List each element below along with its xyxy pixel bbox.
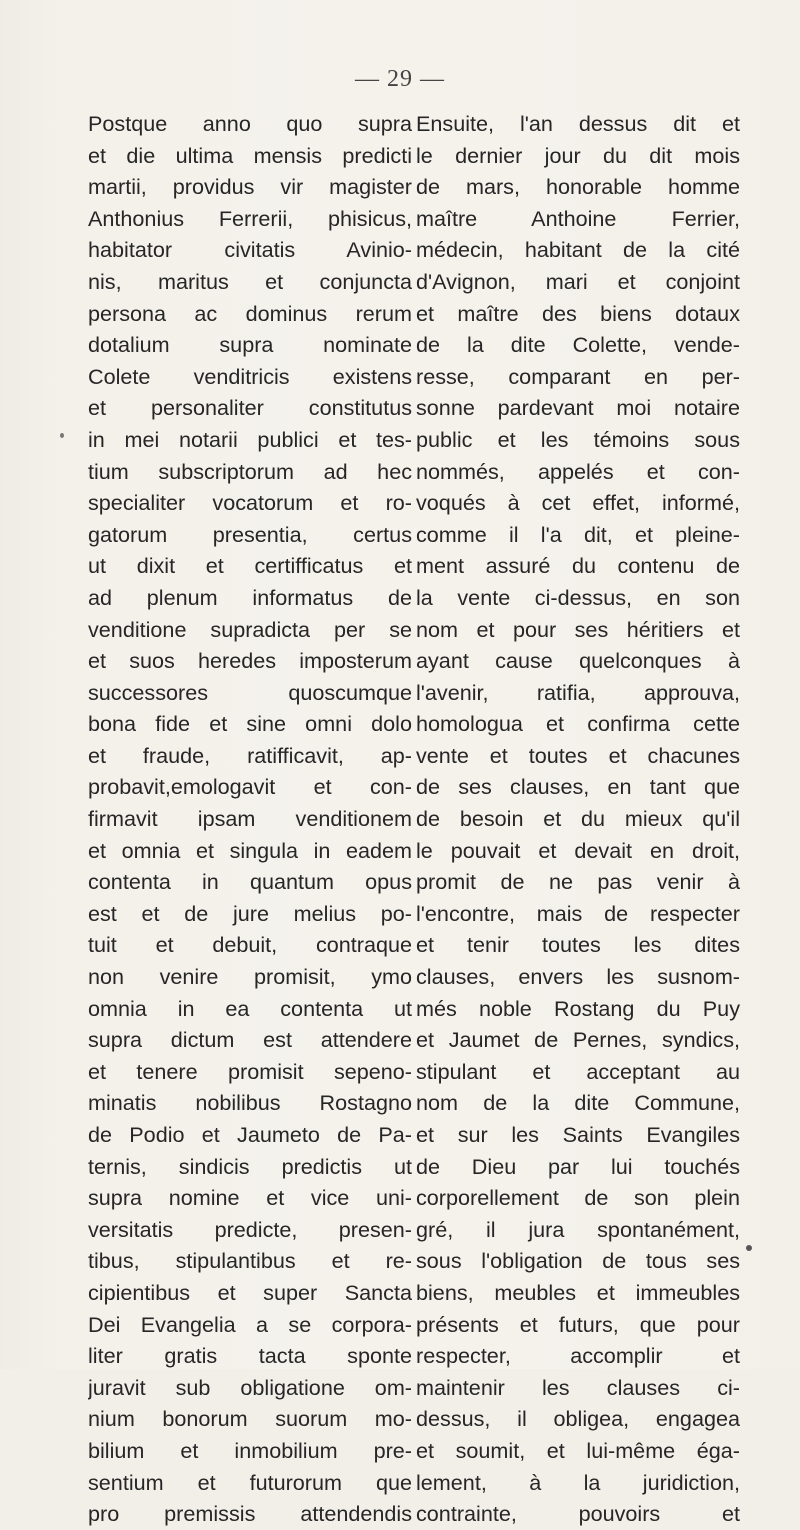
french-text-line: maître Anthoine Ferrier, bbox=[416, 205, 740, 231]
latin-text-line: probavit,emologavit et con- bbox=[88, 774, 412, 800]
latin-text-line: nium bonorum suorum mo- bbox=[88, 1406, 412, 1432]
french-text-line: clauses, envers les susnom- bbox=[416, 964, 740, 990]
french-text-line: l'encontre, mais de respecter bbox=[416, 900, 740, 926]
latin-text-line: gatorum presentia, certus bbox=[88, 521, 412, 547]
latin-text-line: liter gratis tacta sponte bbox=[88, 1343, 412, 1369]
french-text-line: le pouvait et devait en droit, bbox=[416, 837, 740, 863]
french-text-line: et sur les Saints Evangiles bbox=[416, 1122, 740, 1147]
french-column bbox=[416, 108, 740, 1530]
french-text-line: stipulant et acceptant au bbox=[416, 1058, 740, 1084]
french-text-line: de ses clauses, en tant que bbox=[416, 774, 740, 800]
french-text-line: nom et pour ses héritiers et bbox=[416, 616, 740, 642]
french-text-line: contrainte, pouvoirs et bbox=[416, 1501, 740, 1527]
latin-text-line: supra nomine et vice uni- bbox=[88, 1185, 412, 1211]
french-text-line: de la dite Colette, vende- bbox=[416, 332, 740, 358]
french-text-line: sonne pardevant moi notaire bbox=[416, 395, 740, 421]
latin-text-line: omnia in ea contenta ut bbox=[88, 995, 412, 1021]
french-text-line: dessus, il obligea, engagea bbox=[416, 1406, 740, 1432]
french-text-line: présents et futurs, que pour bbox=[416, 1311, 740, 1337]
latin-text-line: ut dixit et certifficatus et bbox=[88, 553, 412, 579]
latin-text-line: in mei notarii publici et tes- bbox=[88, 426, 412, 452]
french-text-line: corporellement de son plein bbox=[416, 1185, 740, 1211]
french-text-line: de mars, honorable homme bbox=[416, 174, 740, 200]
latin-text-line: minatis nobilibus Rostagno bbox=[88, 1090, 412, 1116]
latin-column bbox=[88, 108, 412, 1530]
french-text-line: respecter, accomplir et bbox=[416, 1343, 740, 1369]
latin-text-line: successores quoscumque bbox=[88, 679, 412, 705]
page-number: — 29 — bbox=[355, 66, 445, 92]
latin-text-line: firmavit ipsam venditionem bbox=[88, 806, 412, 832]
latin-text-line: Colete venditricis existens bbox=[88, 363, 412, 389]
latin-text-line: ternis, sindicis predictis ut bbox=[88, 1153, 412, 1179]
latin-text-line: et omnia et singula in eadem bbox=[88, 837, 412, 863]
french-text-line: nommés, appelés et con- bbox=[416, 458, 740, 484]
french-text-line: lement, à la juridiction, bbox=[416, 1469, 740, 1495]
latin-text-line: et suos heredes imposterum bbox=[88, 648, 412, 674]
french-text-line: vente et toutes et chacunes bbox=[416, 742, 740, 768]
latin-text-line: nis, maritus et conjuncta bbox=[88, 268, 412, 294]
latin-text-line: specialiter vocatorum et ro- bbox=[88, 490, 412, 516]
french-text-line: nom de la dite Commune, bbox=[416, 1090, 740, 1116]
french-text-line: et soumit, et lui-même éga- bbox=[416, 1437, 740, 1463]
french-text-line: ayant cause quelconques à bbox=[416, 648, 740, 674]
latin-text-line: cipientibus et super Sancta bbox=[88, 1279, 412, 1305]
latin-text-line: bona fide et sine omni dolo bbox=[88, 711, 412, 737]
french-text-line: public et les témoins sous bbox=[416, 426, 740, 452]
french-text-line: comme il l'a dit, et pleine- bbox=[416, 521, 740, 547]
latin-text-line: non venire promisit, ymo bbox=[88, 964, 412, 990]
french-text-line: Ensuite, l'an dessus dit et bbox=[416, 111, 740, 136]
latin-text-line: et die ultima mensis predicti bbox=[88, 142, 412, 168]
latin-text-line: Postque anno quo supra bbox=[88, 111, 412, 136]
latin-text-line: Anthonius Ferrerii, phisicus, bbox=[88, 205, 412, 231]
latin-text-line: tibus, stipulantibus et re- bbox=[88, 1248, 412, 1274]
latin-text-line: ad plenum informatus de bbox=[88, 584, 412, 610]
latin-text-line: persona ac dominus rerum bbox=[88, 300, 412, 326]
french-text-line: et maître des biens dotaux bbox=[416, 300, 740, 326]
latin-text-line: martii, providus vir magister bbox=[88, 174, 412, 200]
french-text-line: de besoin et du mieux qu'il bbox=[416, 806, 740, 832]
ink-speck bbox=[746, 1245, 752, 1251]
latin-text-line: est et de jure melius po- bbox=[88, 900, 412, 926]
french-text-line: et Jaumet de Pernes, syndics, bbox=[416, 1027, 740, 1053]
latin-text-line: et fraude, ratifficavit, ap- bbox=[88, 742, 412, 768]
latin-text-line: pro premissis attendendis bbox=[88, 1501, 412, 1527]
french-text-line: l'avenir, ratifia, approuva, bbox=[416, 679, 740, 705]
french-text-line: resse, comparant en per- bbox=[416, 363, 740, 389]
french-text-line: médecin, habitant de la cité bbox=[416, 237, 740, 263]
latin-text-line: sentium et futurorum que bbox=[88, 1469, 412, 1495]
latin-text-line: tuit et debuit, contraque bbox=[88, 932, 412, 958]
latin-text-line: bilium et inmobilium pre- bbox=[88, 1437, 412, 1463]
french-text-line: sous l'obligation de tous ses bbox=[416, 1248, 740, 1274]
ink-speck bbox=[60, 433, 64, 438]
latin-text-line: juravit sub obligatione om- bbox=[88, 1374, 412, 1400]
latin-text-line: contenta in quantum opus bbox=[88, 869, 412, 895]
french-text-line: la vente ci-dessus, en son bbox=[416, 584, 740, 610]
french-text-line: le dernier jour du dit mois bbox=[416, 142, 740, 168]
latin-text-line: Dei Evangelia a se corpora- bbox=[88, 1311, 412, 1337]
latin-text-line: venditione supradicta per se bbox=[88, 616, 412, 642]
french-text-line: biens, meubles et immeubles bbox=[416, 1279, 740, 1305]
latin-text-line: et personaliter constitutus bbox=[88, 395, 412, 421]
french-text-line: maintenir les clauses ci- bbox=[416, 1374, 740, 1400]
latin-text-line: de Podio et Jaumeto de Pa- bbox=[88, 1122, 412, 1147]
latin-text-line: et tenere promisit sepeno- bbox=[88, 1058, 412, 1084]
french-text-line: et tenir toutes les dites bbox=[416, 932, 740, 958]
french-text-line: homologua et confirma cette bbox=[416, 711, 740, 737]
french-text-line: de Dieu par lui touchés bbox=[416, 1153, 740, 1179]
latin-text-line: versitatis predicte, presen- bbox=[88, 1216, 412, 1242]
latin-text-line: tium subscriptorum ad hec bbox=[88, 458, 412, 484]
latin-text-line: supra dictum est attendere bbox=[88, 1027, 412, 1053]
french-text-line: ment assuré du contenu de bbox=[416, 553, 740, 579]
french-text-line: d'Avignon, mari et conjoint bbox=[416, 268, 740, 294]
french-text-line: promit de ne pas venir à bbox=[416, 869, 740, 895]
latin-text-line: habitator civitatis Avinio- bbox=[88, 237, 412, 263]
french-text-line: més noble Rostang du Puy bbox=[416, 995, 740, 1021]
french-text-line: voqués à cet effet, informé, bbox=[416, 490, 740, 516]
latin-text-line: dotalium supra nominate bbox=[88, 332, 412, 358]
french-text-line: gré, il jura spontanément, bbox=[416, 1216, 740, 1242]
